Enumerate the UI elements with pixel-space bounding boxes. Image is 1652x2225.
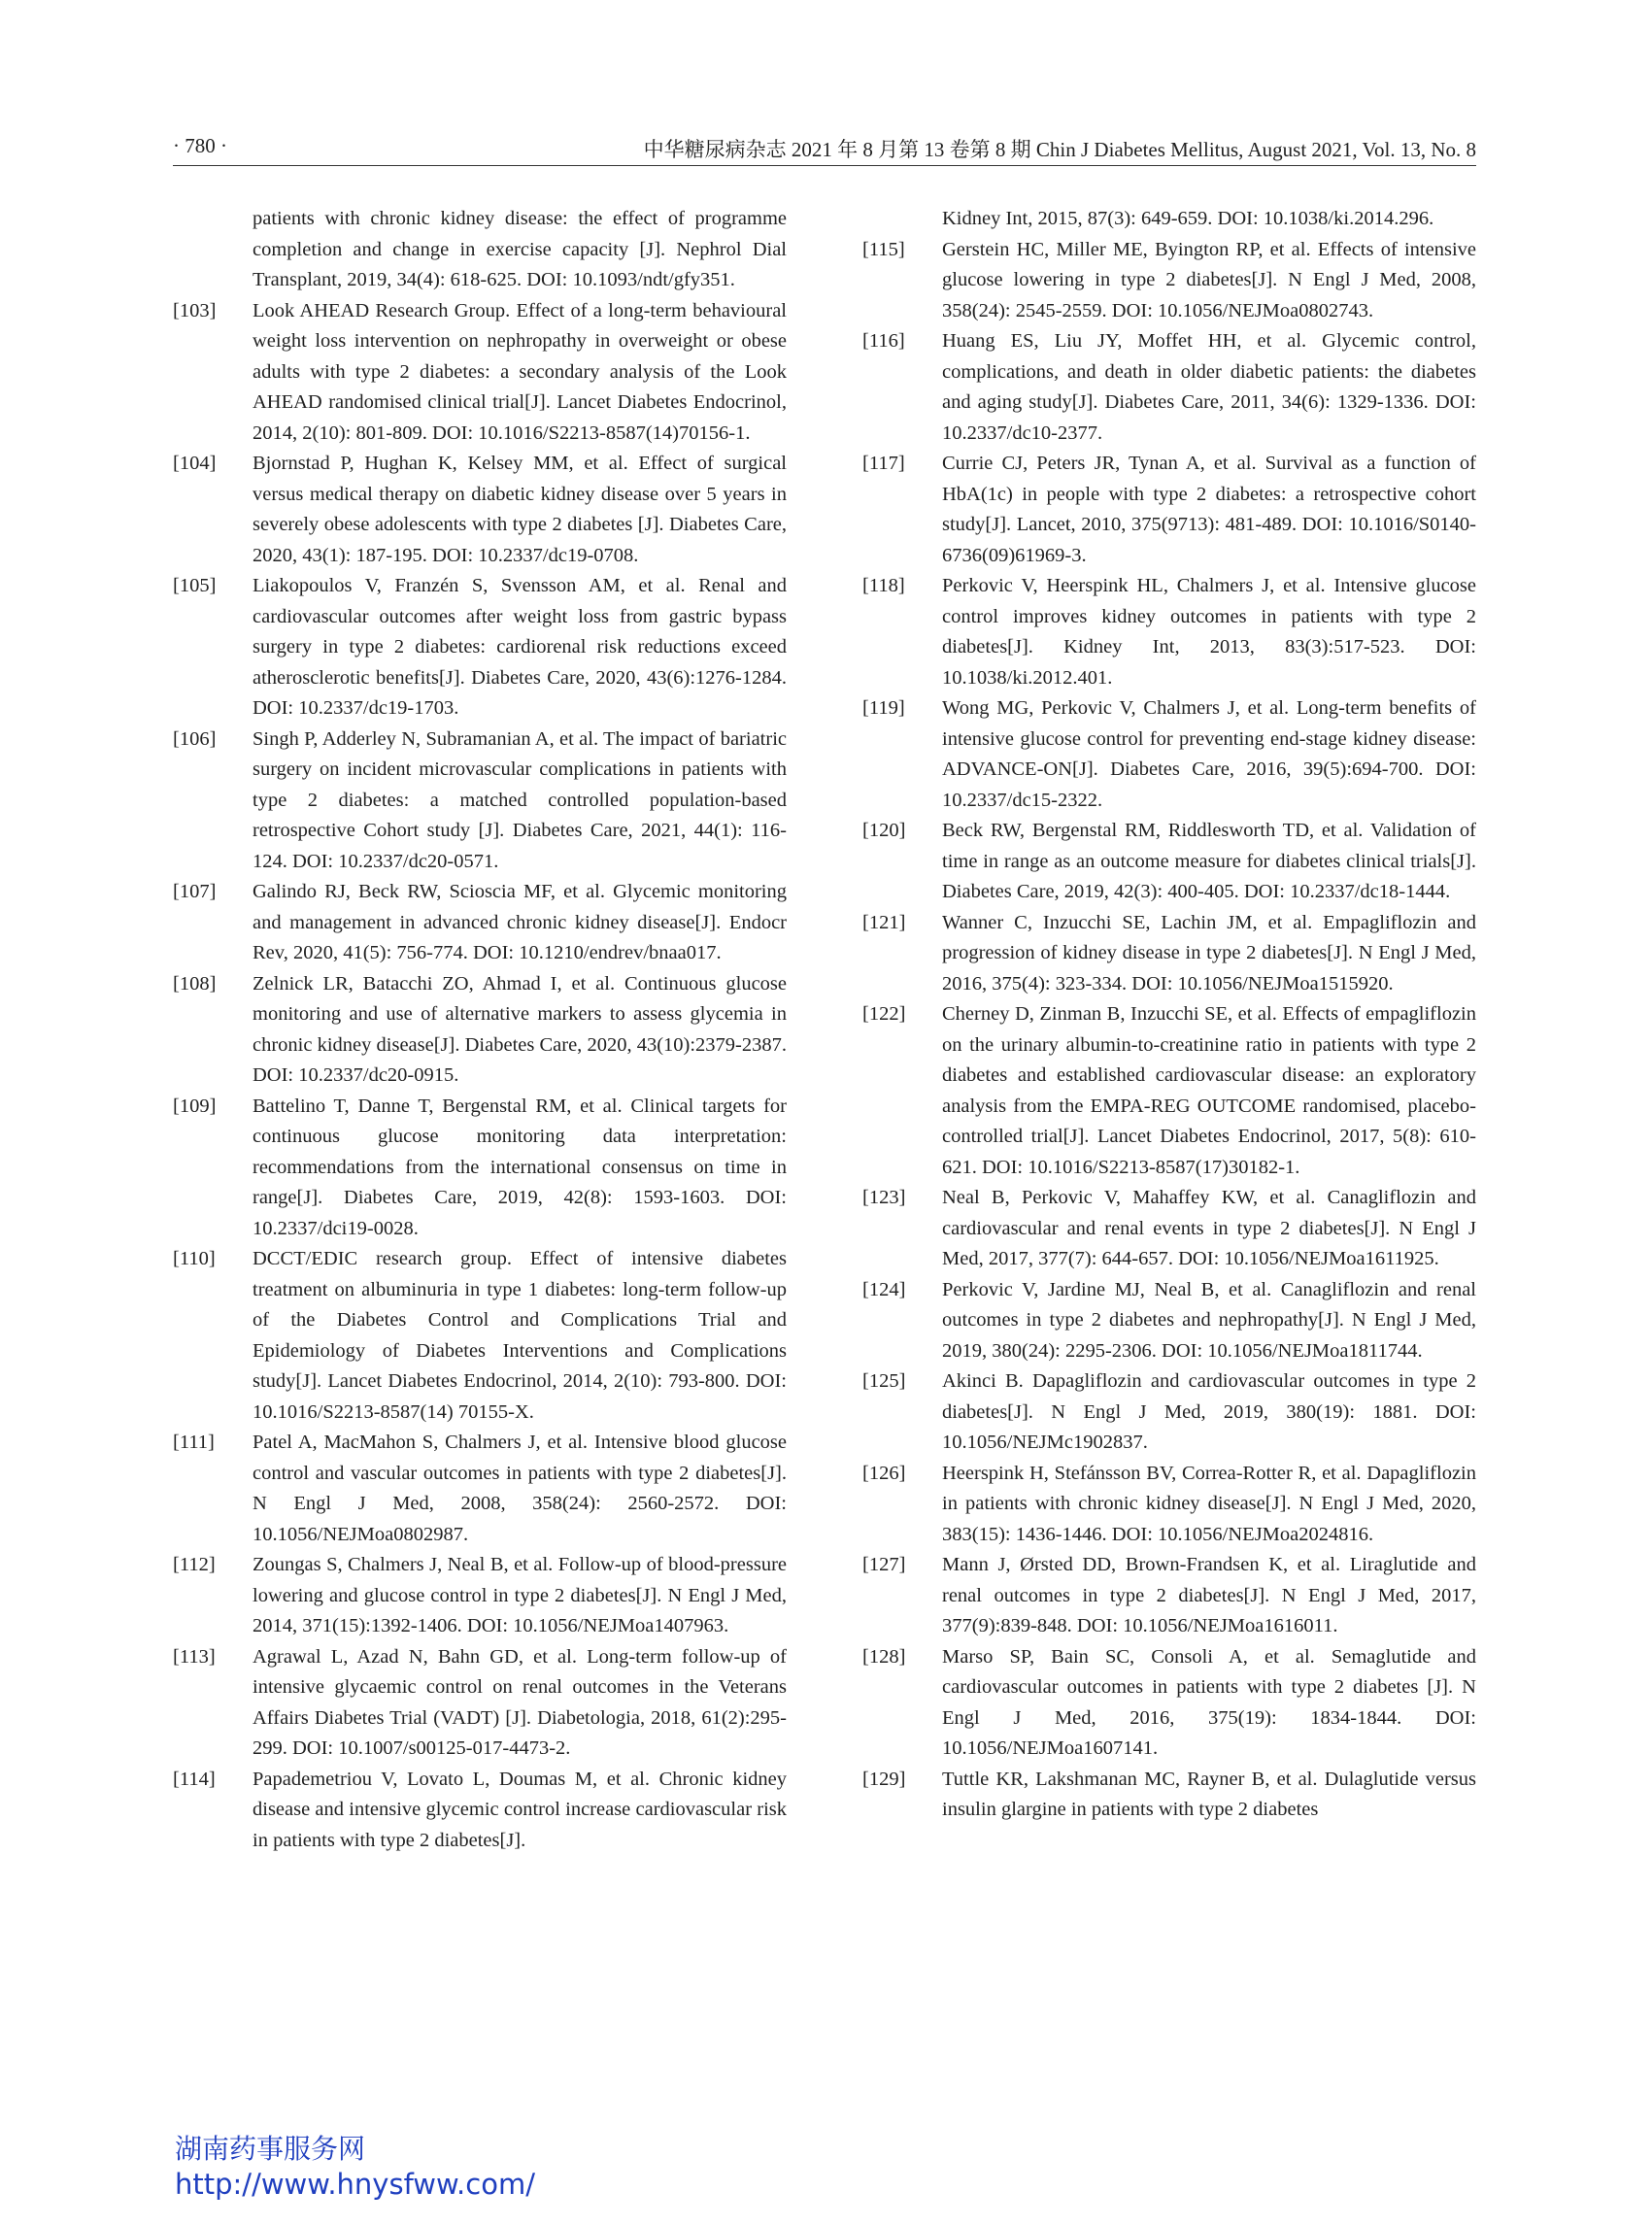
reference-number: [125] [862,1370,906,1392]
reference-item [862,693,1476,816]
reference-item [862,1459,1476,1551]
reference-text: Perkovic V, Heerspink HL, Chalmers J, et al. Intensive glucose control improves kidney outcomes in patients with type 2 diabetes[J]. Kidney Int, 2013, 83(3):517-523. DOI: 10.1038/ki.2012.401. [942,575,1476,689]
watermark [175,2132,535,2202]
reference-number: [129] [862,1768,906,1790]
reference-item [862,326,1476,449]
reference-continuation: Kidney Int, 2015, 87(3): 649-659. DOI: 10.1038/ki.2014.296. [942,208,1434,229]
reference-number: [107] [173,881,217,902]
reference-number: [106] [173,727,217,750]
reference-number: [110] [173,1248,216,1269]
reference-text: Akinci B. Dapagliflozin and cardiovascular outcomes in type 2 diabetes[J]. N Engl J Med, 2019, 380(19): 1881. DOI: 10.1056/NEJMc1902837. [942,1370,1476,1453]
reference-text: Bjornstad P, Hughan K, Kelsey MM, et al. Effect of surgical versus medical therapy on diabetic kidney disease over 5 years in severely obese adolescents with type 2 diabetes [J]. Diabetes Care, 2020, 43(1): 187-195. DOI: 10.2337/dc19-0708. [253,453,787,566]
watermark-title: 湖南药事服务网 [175,2133,366,2165]
reference-item [862,571,1476,693]
reference-number: [122] [862,1003,906,1025]
reference-item [862,1183,1476,1275]
reference-item [173,1765,787,1857]
reference-number: [128] [862,1645,906,1668]
reference-item [173,1428,787,1550]
reference-text: Singh P, Adderley N, Subramanian A, et al. The impact of bariatric surgery on incident microvascular complications in patients with type 2 diabetes: a matched controlled population-based retrospective Cohort study [J]. Diabetes Care, 2021, 44(1): 116-124. DOI: 10.2337/dc20-0571. [253,727,787,872]
running-header [173,130,1476,166]
reference-text: Wanner C, Inzucchi SE, Lachin JM, et al. Empagliflozin and progression of kidney disease in type 2 diabetes[J]. N Engl J Med, 2016, 375(4): 323-334. DOI: 10.1056/NEJMoa1515920. [942,911,1476,995]
watermark-url[interactable]: http://www.hnysfww.com/ [175,2168,535,2201]
reference-text: Tuttle KR, Lakshmanan MC, Rayner B, et al. Dulaglutide versus insulin glargine in patients with type 2 diabetes [942,1768,1476,1820]
reference-text: Liakopoulos V, Franzén S, Svensson AM, et al. Renal and cardiovascular outcomes after weight loss from gastric bypass surgery in type 2 diabetes: cardiorenal risk reductions exceed atherosclerotic benefits[J]. Diabetes Care, 2020, 43(6):1276-1284. DOI: 10.2337/dc19-1703. [253,575,787,719]
reference-text: Heerspink H, Stefánsson BV, Correa-Rotter R, et al. Dapagliflozin in patients with chronic kidney disease[J]. N Engl J Med, 2020, 383(15): 1436-1446. DOI: 10.1056/NEJMoa2024816. [942,1462,1476,1545]
reference-item [173,1550,787,1642]
journal-citation-line: 中华糖尿病杂志 2021 年 8 月第 13 卷第 8 期 Chin J Diabetes Mellitus, August 2021, Vol. 13, No. 8 [643,138,1476,161]
reference-item [862,908,1476,1000]
reference-number: [119] [862,697,905,719]
reference-item [862,1642,1476,1765]
reference-number: [121] [862,911,906,933]
reference-text: Zelnick LR, Batacchi ZO, Ahmad I, et al. Continuous glucose monitoring and use of alternative markers to assess glycemia in chronic kidney disease[J]. Diabetes Care, 2020, 43(10):2379-2387. DOI: 10.2337/dc20-0915. [253,972,787,1086]
reference-item [173,725,787,878]
reference-number: [117] [862,453,905,474]
reference-text: Galindo RJ, Beck RW, Scioscia MF, et al. Glycemic monitoring and management in advanced chronic kidney disease[J]. Endocr Rev, 2020, 41(5): 756-774. DOI: 10.1210/endrev/bnaa017. [253,881,787,963]
reference-number: [127] [862,1554,906,1575]
reference-item [173,1092,787,1245]
reference-number: [109] [173,1095,217,1117]
reference-text: Zoungas S, Chalmers J, Neal B, et al. Follow-up of blood-pressure lowering and glucose control in type 2 diabetes[J]. N Engl J Med, 2014, 371(15):1392-1406. DOI: 10.1056/NEJMoa1407963. [253,1554,787,1636]
reference-item [173,449,787,571]
reference-item [173,571,787,725]
left-column [173,204,787,1856]
reference-number: [118] [862,575,905,596]
reference-text: Battelino T, Danne T, Bergenstal RM, et al. Clinical targets for continuous glucose monitoring data interpretation: recommendations from the international consensus on time in range[J]. Diabetes Care, 2019, 42(8): 1593-1603. DOI: 10.2337/dci19-0028. [253,1095,787,1239]
reference-text: Currie CJ, Peters JR, Tynan A, et al. Survival as a function of HbA(1c) in people with type 2 diabetes: a retrospective cohort study[J]. Lancet, 2010, 375(9713): 481-489. DOI: 10.1016/S0140-6736(09)61969-3. [942,453,1476,566]
reference-text: Look AHEAD Research Group. Effect of a long-term behavioural weight loss intervention on nephropathy in overweight or obese adults with type 2 diabetes: a secondary analysis of the Look AHEAD randomised clinical trial[J]. Lancet Diabetes Endocrinol, 2014, 2(10): 801-809. DOI: 10.1016/S2213-8587(14)70156-1. [253,299,787,444]
reference-item [862,1550,1476,1642]
reference-text: Cherney D, Zinman B, Inzucchi SE, et al. Effects of empagliflozin on the urinary albumin-to-creatinine ratio in patients with type 2 diabetes and established cardiovascular disease: an exploratory analysis from the EMPA-REG OUTCOME randomised, placebo-controlled trial[J]. Lancet Diabetes Endocrinol, 2017, 5(8): 610-621. DOI: 10.1016/S2213-8587(17)30182-1. [942,1003,1476,1178]
reference-number: [104] [173,453,217,474]
reference-number: [126] [862,1462,906,1484]
reference-number: [123] [862,1187,906,1208]
reference-item [173,1642,787,1765]
right-column [862,204,1476,1826]
reference-continuation: patients with chronic kidney disease: the effect of programme completion and change in exercise capacity [J]. Nephrol Dial Transplant, 2019, 34(4): 618-625. DOI: 10.1093/ndt/gfy351. [253,208,787,290]
reference-item [862,1366,1476,1459]
reference-item [862,449,1476,571]
page-number: · 780 · [173,134,227,157]
reference-item [862,1275,1476,1367]
reference-text: Patel A, MacMahon S, Chalmers J, et al. Intensive blood glucose control and vascular outcomes in patients with type 2 diabetes[J]. N Engl J Med, 2008, 358(24): 2560-2572. DOI: 10.1056/NEJMoa0802987. [253,1432,787,1545]
reference-number: [105] [173,575,217,596]
reference-text: Papademetriou V, Lovato L, Doumas M, et al. Chronic kidney disease and intensive glycemic control increase cardiovascular risk in patients with type 2 diabetes[J]. [253,1768,787,1851]
reference-item [862,999,1476,1183]
reference-text: Agrawal L, Azad N, Bahn GD, et al. Long-term follow-up of intensive glycaemic control on renal outcomes in the Veterans Affairs Diabetes Trial (VADT) [J]. Diabetologia, 2018, 61(2):295-299. DOI: 10.1007/s00125-017-4473-2. [253,1645,787,1759]
reference-text: DCCT/EDIC research group. Effect of intensive diabetes treatment on albuminuria in type 1 diabetes: long-term follow-up of the Diabetes Control and Complications Trial and Epidemiology of Diabetes Interventions and Complications study[J]. Lancet Diabetes Endocrinol, 2014, 2(10): 793-800. DOI: 10.1016/S2213-8587(14) 70155-X. [253,1248,787,1423]
reference-number: [103] [173,299,217,321]
reference-number: [108] [173,972,217,995]
reference-number: [120] [862,820,906,841]
reference-number: [111] [173,1432,215,1453]
reference-number: [112] [173,1554,216,1575]
reference-item [173,877,787,969]
reference-item [173,296,787,450]
reference-text: Beck RW, Bergenstal RM, Riddlesworth TD, et al. Validation of time in range as an outcome measure for diabetes clinical trials[J]. Diabetes Care, 2019, 42(3): 400-405. DOI: 10.2337/dc18-1444. [942,820,1476,902]
reference-number: [116] [862,330,905,352]
reference-number: [114] [173,1768,216,1790]
reference-text: Wong MG, Perkovic V, Chalmers J, et al. Long-term benefits of intensive glucose control for preventing end-stage kidney disease: ADVANCE-ON[J]. Diabetes Care, 2016, 39(5):694-700. DOI: 10.2337/dc15-2322. [942,697,1476,811]
reference-number: [113] [173,1645,216,1668]
reference-text: Perkovic V, Jardine MJ, Neal B, et al. Canagliflozin and renal outcomes in type 2 diabetes and nephropathy[J]. N Engl J Med, 2019, 380(24): 2295-2306. DOI: 10.1056/NEJMoa1811744. [942,1278,1476,1362]
reference-item [862,1765,1476,1826]
reference-text: Neal B, Perkovic V, Mahaffey KW, et al. Canagliflozin and cardiovascular and renal events in type 2 diabetes[J]. N Engl J Med, 2017, 377(7): 644-657. DOI: 10.1056/NEJMoa1611925. [942,1187,1476,1269]
reference-text: Mann J, Ørsted DD, Brown-Frandsen K, et al. Liraglutide and renal outcomes in type 2 diabetes[J]. N Engl J Med, 2017, 377(9):839-848. DOI: 10.1056/NEJMoa1616011. [942,1554,1476,1636]
reference-text: Marso SP, Bain SC, Consoli A, et al. Semaglutide and cardiovascular outcomes in patients with type 2 diabetes [J]. N Engl J Med, 2016, 375(19): 1834-1844. DOI: 10.1056/NEJMoa1607141. [942,1645,1476,1759]
reference-text: Gerstein HC, Miller ME, Byington RP, et al. Effects of intensive glucose lowering in type 2 diabetes[J]. N Engl J Med, 2008, 358(24): 2545-2559. DOI: 10.1056/NEJMoa0802743. [942,238,1476,321]
reference-item [173,1244,787,1428]
reference-item [862,235,1476,327]
reference-number: [115] [862,238,905,260]
reference-text: Huang ES, Liu JY, Moffet HH, et al. Glycemic control, complications, and death in older diabetic patients: the diabetes and aging study[J]. Diabetes Care, 2011, 34(6): 1329-1336. DOI: 10.2337/dc10-2377. [942,330,1476,444]
reference-item [173,969,787,1092]
reference-number: [124] [862,1278,906,1300]
reference-item [862,816,1476,908]
